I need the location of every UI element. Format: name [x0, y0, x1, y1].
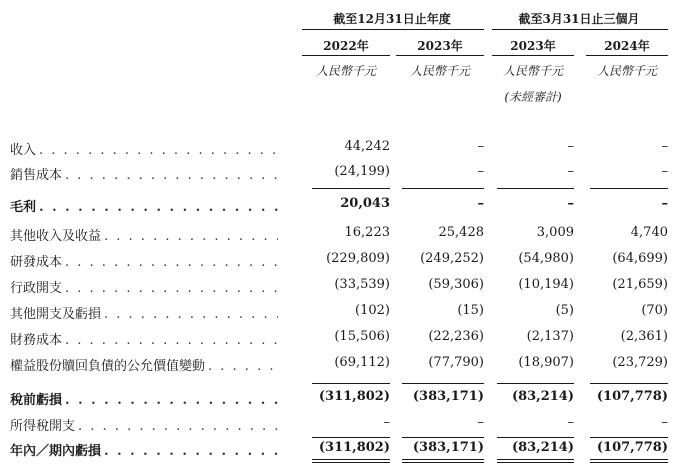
unaudited-note: (未經審計) [504, 90, 562, 104]
double-rule-4a [590, 459, 668, 460]
row-value: (383,171) [412, 389, 484, 404]
row-value: (2,137) [526, 329, 574, 344]
double-rule-4b [590, 462, 668, 463]
double-rule-1b [312, 462, 390, 463]
column-rule-4 [586, 55, 668, 56]
dot-leader [104, 444, 278, 459]
row-value: 3,009 [536, 225, 574, 240]
row-label-text: 年內／期內虧損 [10, 444, 102, 459]
row-value: (23,729) [612, 355, 668, 370]
row-value: – [661, 139, 668, 154]
row-label [10, 225, 278, 244]
row-value: – [383, 415, 390, 430]
row-label-text: 其他開支及虧損 [10, 307, 102, 322]
dot-leader [39, 143, 278, 158]
subtotal-rule-2 [402, 188, 484, 189]
row-value: (102) [355, 303, 390, 318]
row-value: (15) [457, 303, 484, 318]
row-value: 4,740 [630, 225, 668, 240]
row-label-text: 稅前虧損 [10, 393, 63, 408]
row-value: – [477, 164, 484, 179]
column-year-2022: 2022年 [323, 39, 369, 53]
header-group-annual: 截至12月31日止年度 [333, 12, 451, 26]
row-label-text: 銷售成本 [10, 168, 63, 183]
column-rule-3 [492, 55, 574, 56]
column-unit-2: 人民幣千元 [409, 64, 470, 78]
row-label [10, 440, 278, 459]
row-value: (54,980) [518, 251, 574, 266]
row-value: (2,361) [620, 329, 668, 344]
row-label [10, 415, 278, 434]
subtotal-rule-3 [497, 188, 574, 189]
row-label [10, 251, 278, 270]
pretax-rule-3 [497, 383, 574, 384]
column-unit-3: 人民幣千元 [502, 64, 563, 78]
dot-leader [104, 307, 278, 322]
row-value: – [661, 196, 668, 211]
row-value: – [661, 415, 668, 430]
column-unit-1: 人民幣千元 [315, 64, 376, 78]
subtotal-rule-1 [312, 188, 390, 189]
dot-leader [65, 393, 278, 408]
column-rule-2 [396, 55, 484, 56]
row-value: (383,171) [412, 440, 484, 455]
double-rule-1a [312, 459, 390, 460]
dot-leader [104, 229, 278, 244]
row-label [10, 303, 278, 322]
dot-leader [65, 281, 278, 296]
row-value: (249,252) [420, 251, 484, 266]
row-value: (70) [641, 303, 668, 318]
row-label [10, 277, 278, 296]
row-label-text: 研發成本 [10, 255, 63, 270]
row-value: (64,699) [612, 251, 668, 266]
column-year-2024-q1: 2024年 [604, 39, 650, 53]
row-label-text: 行政開支 [10, 281, 63, 296]
row-value: – [567, 196, 574, 211]
row-value: (5) [555, 303, 574, 318]
dot-leader [65, 333, 278, 348]
row-label-text: 權益股份贖回負債的公允價值變動 [10, 359, 206, 374]
row-value: (15,506) [334, 329, 390, 344]
row-value: – [567, 164, 574, 179]
row-value: – [661, 164, 668, 179]
row-value: (24,199) [334, 164, 390, 179]
row-label-text: 財務成本 [10, 333, 63, 348]
row-value: (59,306) [428, 277, 484, 292]
net-loss-rule-3 [497, 437, 574, 438]
dot-leader [39, 200, 278, 215]
row-label-text: 其他收入及收益 [10, 229, 102, 244]
row-value: (107,778) [596, 389, 668, 404]
pretax-rule-2 [402, 383, 484, 384]
double-rule-2a [402, 459, 484, 460]
row-label [10, 329, 278, 348]
row-value: (22,236) [428, 329, 484, 344]
row-value: (311,802) [318, 440, 390, 455]
row-value: (10,194) [518, 277, 574, 292]
row-value: (83,214) [511, 440, 574, 455]
dot-leader [65, 168, 278, 183]
net-loss-rule-2 [402, 437, 484, 438]
row-value: (229,809) [326, 251, 390, 266]
row-value: (18,907) [518, 355, 574, 370]
net-loss-rule-1 [312, 437, 390, 438]
row-value: – [477, 139, 484, 154]
pretax-rule-4 [590, 383, 668, 384]
row-label-text: 收入 [10, 143, 37, 158]
double-rule-2b [402, 462, 484, 463]
row-label [10, 164, 278, 183]
header-group-annual-rule [302, 29, 484, 30]
row-value: – [477, 196, 484, 211]
double-rule-3a [497, 459, 574, 460]
row-value: – [477, 415, 484, 430]
row-value: (311,802) [318, 389, 390, 404]
row-label-text: 毛利 [10, 200, 37, 215]
row-value: (83,214) [511, 389, 574, 404]
row-value: (107,778) [596, 440, 668, 455]
header-group-quarterly-rule [492, 29, 668, 30]
column-rule-1 [302, 55, 390, 56]
subtotal-rule-4 [590, 188, 668, 189]
row-label [10, 355, 278, 374]
row-label [10, 196, 278, 215]
dot-leader [78, 419, 278, 434]
row-value: – [567, 139, 574, 154]
pretax-rule-1 [312, 383, 390, 384]
double-rule-3b [497, 462, 574, 463]
row-value: (33,539) [334, 277, 390, 292]
row-value: – [567, 415, 574, 430]
row-value: (21,659) [612, 277, 668, 292]
row-value: 44,242 [344, 139, 390, 154]
row-label-text: 所得稅開支 [10, 419, 76, 434]
dot-leader [65, 255, 278, 270]
row-value: (77,790) [428, 355, 484, 370]
header-group-quarterly: 截至3月31日止三個月 [518, 12, 640, 26]
net-loss-rule-4 [590, 437, 668, 438]
row-value: 16,223 [344, 225, 390, 240]
dot-leader [208, 359, 278, 374]
row-label [10, 139, 278, 158]
column-unit-4: 人民幣千元 [596, 64, 657, 78]
row-value: 20,043 [340, 196, 390, 211]
row-value: (69,112) [334, 355, 390, 370]
row-label [10, 389, 278, 408]
column-year-2023-q1: 2023年 [510, 39, 556, 53]
column-year-2023: 2023年 [417, 39, 463, 53]
row-value: 25,428 [438, 225, 484, 240]
